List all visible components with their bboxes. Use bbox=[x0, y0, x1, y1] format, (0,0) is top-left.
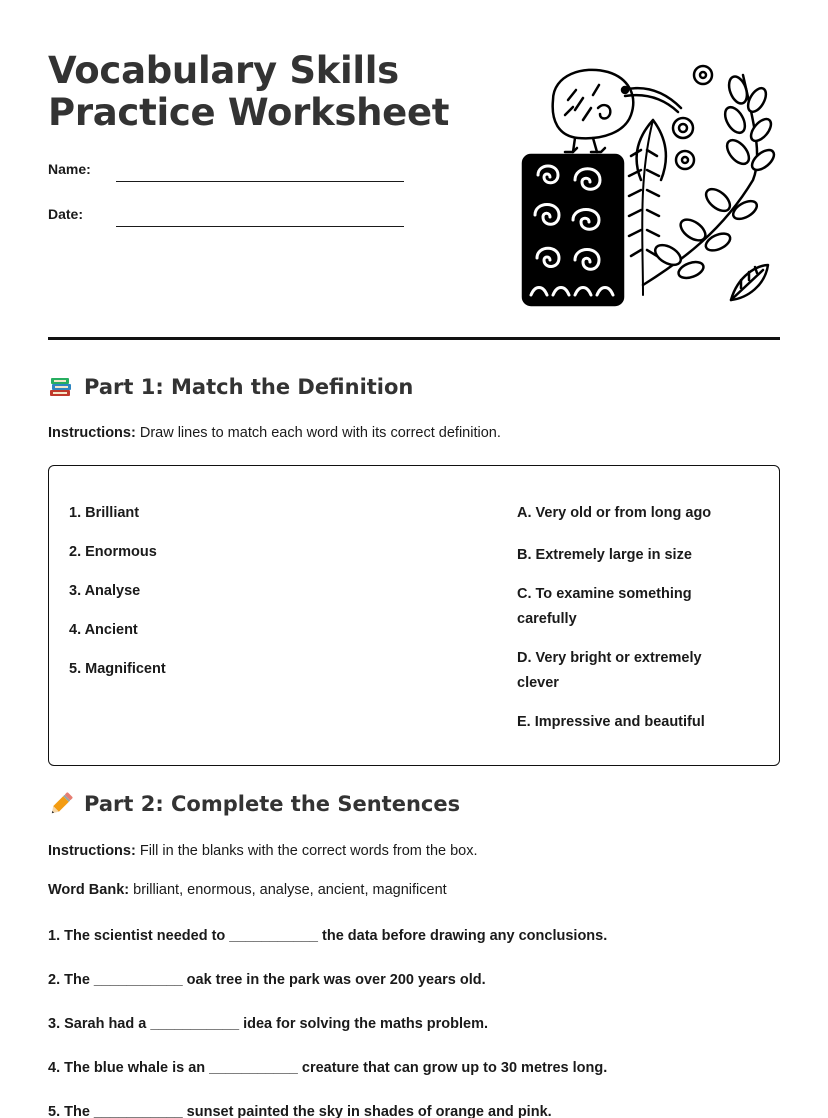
part1-instructions-text: Draw lines to match each word with its correct definition. bbox=[135, 425, 501, 441]
matching-box bbox=[48, 465, 780, 766]
worksheet-title bbox=[48, 50, 449, 134]
sentence-item: 1. The scientist needed to ___________ the data before drawing any conclusions. bbox=[48, 928, 608, 944]
part1-instructions-label: Instructions: bbox=[48, 425, 136, 441]
section-divider bbox=[48, 337, 780, 340]
sentence-list bbox=[48, 927, 607, 1118]
definition-item: A. Very old or from long ago bbox=[517, 505, 712, 521]
part2-instructions-text: Fill in the blanks with the correct words from the box. bbox=[135, 843, 478, 859]
part1-instructions bbox=[48, 425, 501, 441]
word-list bbox=[69, 504, 166, 699]
sentence-item: 4. The blue whale is an ___________ creature that can grow up to 30 metres long. bbox=[48, 1060, 608, 1076]
word-item: 2. Enormous bbox=[69, 544, 157, 560]
books-icon bbox=[48, 374, 74, 400]
part1-heading bbox=[48, 374, 413, 400]
title-line-1: Vocabulary Skills bbox=[48, 49, 399, 92]
part2-title: Part 2: Complete the Sentences bbox=[84, 792, 461, 816]
part2-instructions bbox=[48, 843, 478, 859]
word-item: 4. Ancient bbox=[69, 622, 138, 638]
date-line[interactable] bbox=[116, 226, 404, 227]
pencil-icon bbox=[48, 791, 74, 817]
sentence-item: 2. The ___________ oak tree in the park was over 200 years old. bbox=[48, 972, 486, 988]
kiwi-fern-illustration bbox=[513, 60, 777, 310]
word-item: 1. Brilliant bbox=[69, 505, 140, 521]
word-item: 3. Analyse bbox=[69, 583, 141, 599]
part1-title: Part 1: Match the Definition bbox=[84, 375, 414, 399]
name-label: Name: bbox=[48, 161, 91, 177]
part2-instructions-label: Instructions: bbox=[48, 843, 136, 859]
word-bank bbox=[48, 882, 447, 898]
word-bank-label: Word Bank: bbox=[48, 882, 130, 898]
date-label: Date: bbox=[48, 206, 84, 222]
sentence-item: 3. Sarah had a ___________ idea for solving the maths problem. bbox=[48, 1016, 489, 1032]
definition-item: C. To examine something carefully bbox=[517, 586, 692, 627]
definition-item: D. Very bright or extremely clever bbox=[517, 650, 702, 691]
definition-item: E. Impressive and beautiful bbox=[517, 714, 705, 730]
title-line-2: Practice Worksheet bbox=[48, 91, 450, 134]
part2-heading bbox=[48, 791, 460, 817]
name-line[interactable] bbox=[116, 181, 404, 182]
sentence-item: 5. The ___________ sunset painted the sky in shades of orange and pink. bbox=[48, 1104, 552, 1118]
definition-item: B. Extremely large in size bbox=[517, 547, 692, 563]
word-bank-text: brilliant, enormous, analyse, ancient, magnificent bbox=[129, 882, 447, 898]
word-item: 5. Magnificent bbox=[69, 661, 166, 677]
definition-list bbox=[517, 504, 747, 749]
